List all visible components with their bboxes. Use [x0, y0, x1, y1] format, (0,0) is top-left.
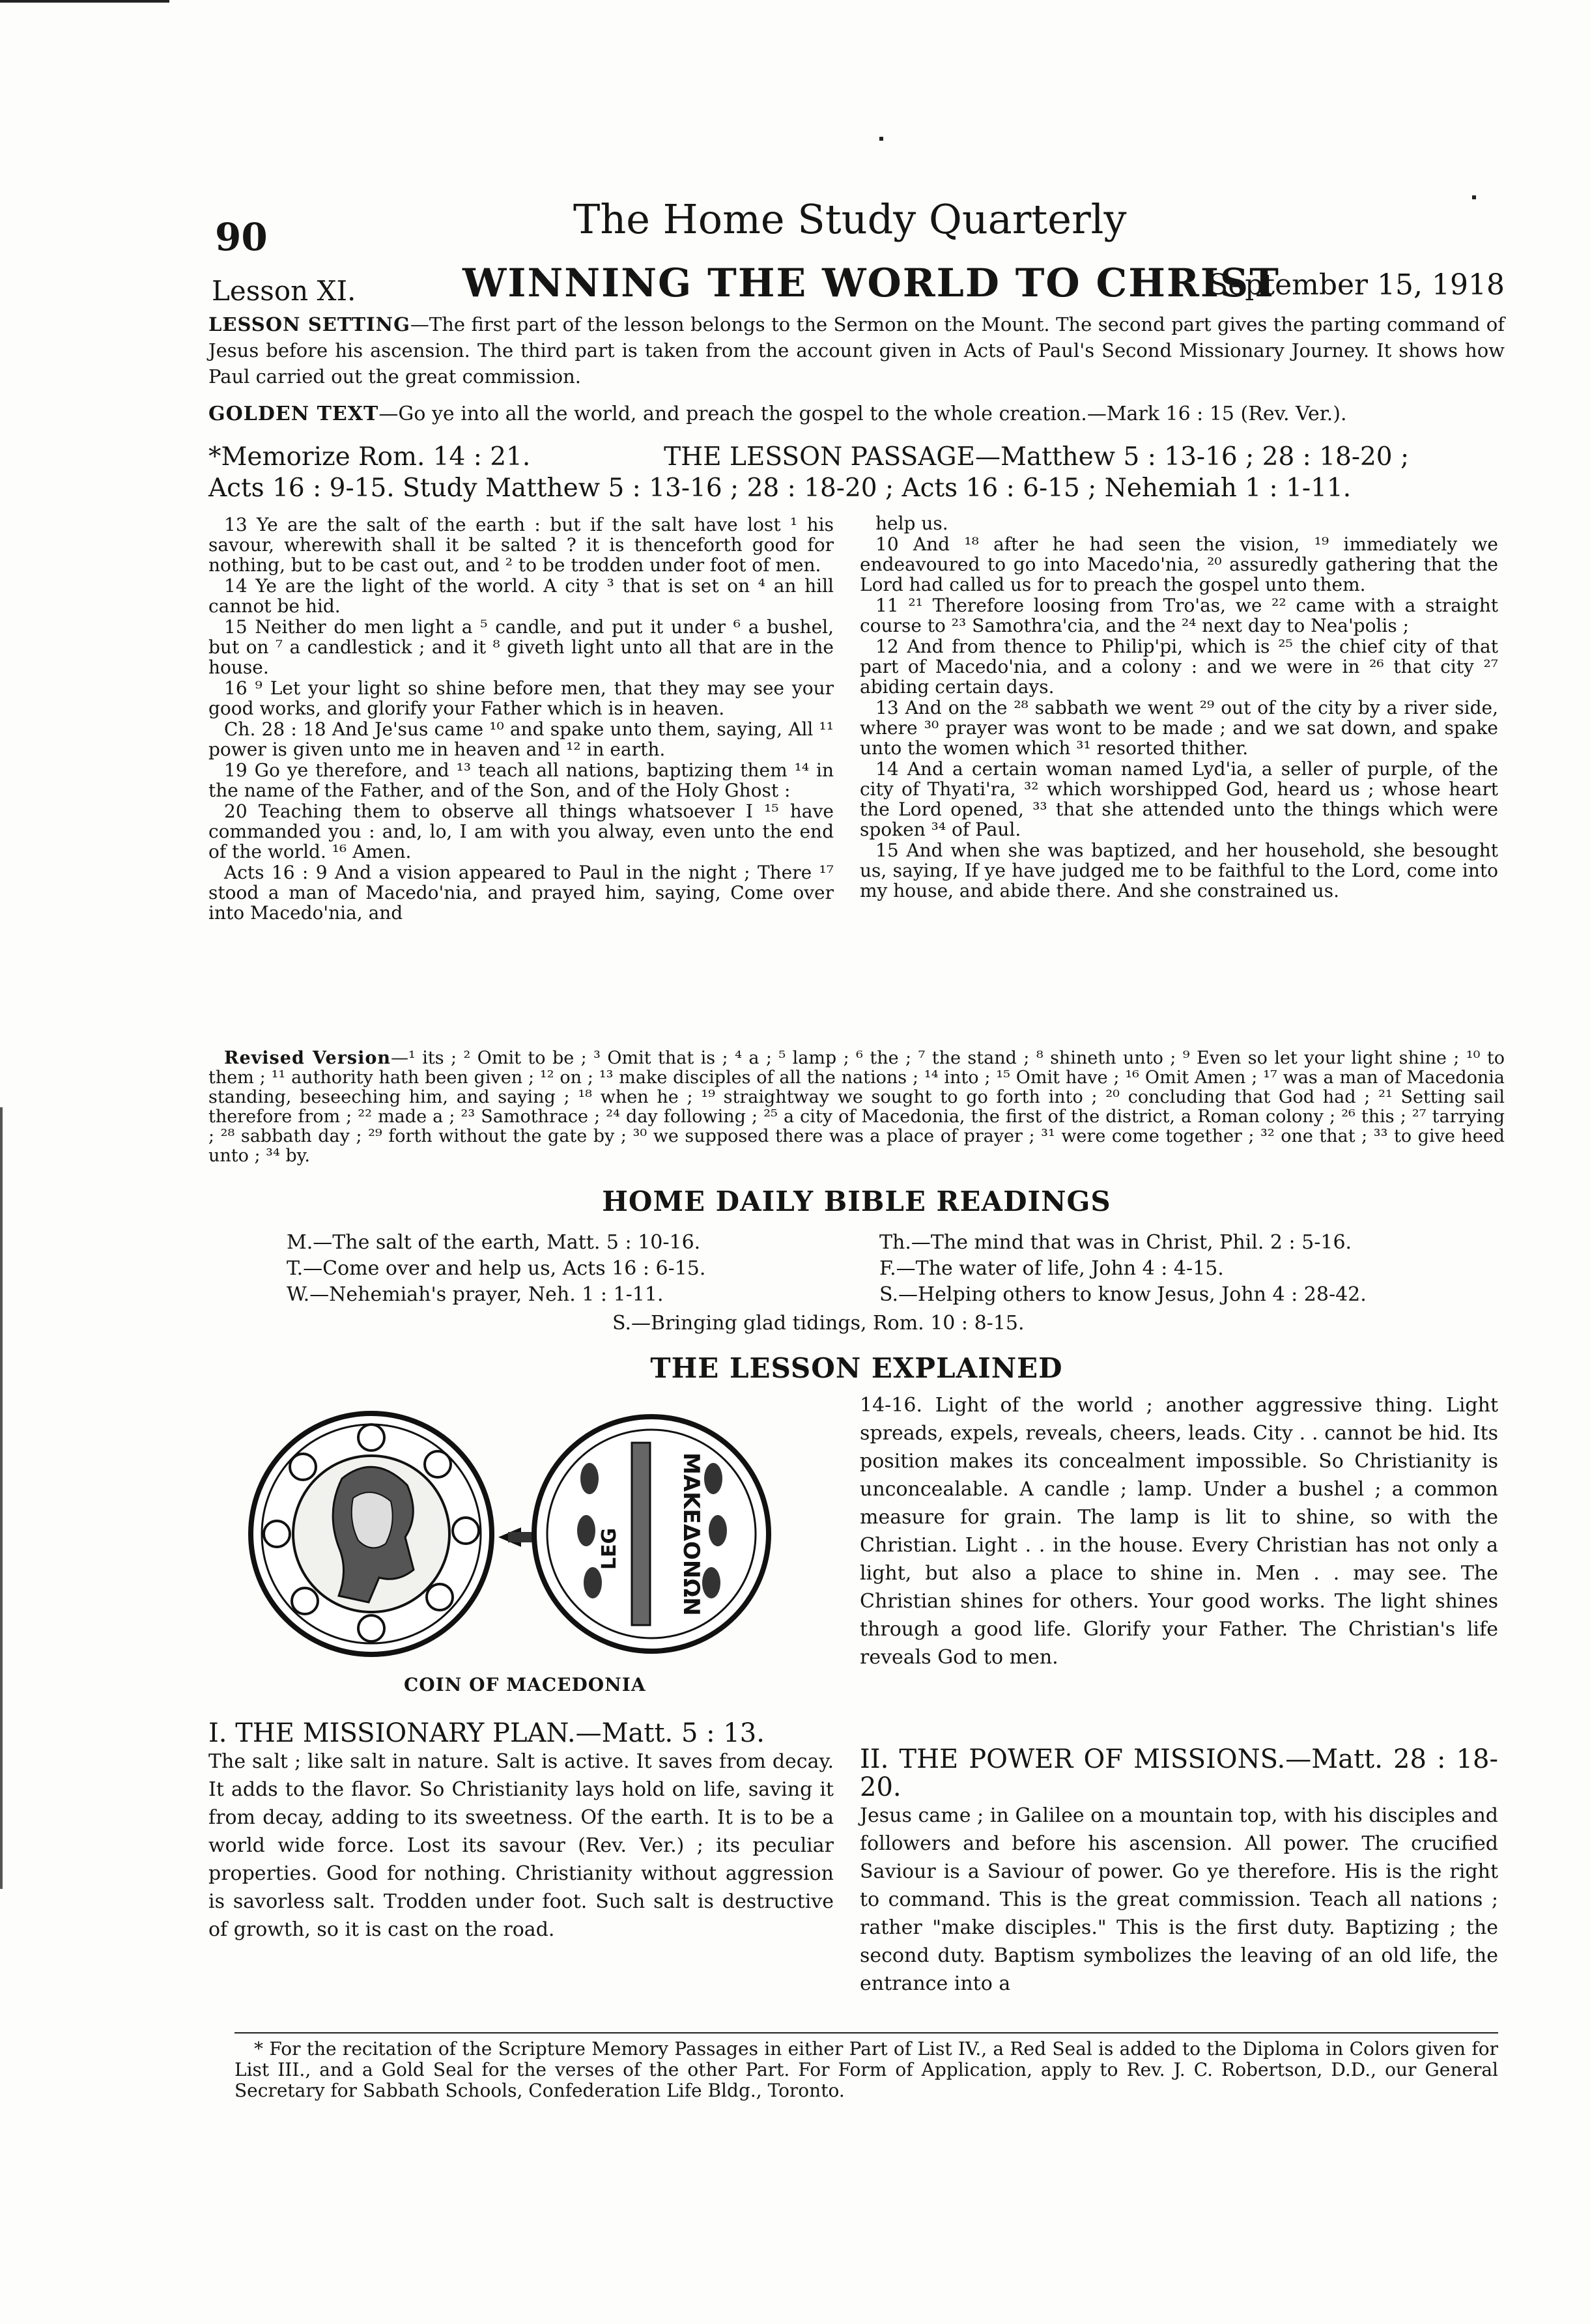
passage-refs: —Matthew 5 : 13-16 ; 28 : 18-20 ; [975, 442, 1410, 472]
scan-speck [879, 137, 883, 141]
coin-reverse [534, 1417, 769, 1651]
memorize-note: *Memorize Rom. 14 : 21. [208, 442, 531, 472]
verse: 14 And a certain woman named Lyd'ia, a seller of purple, of the city of Thyati'ra, ³² which worshipped God, heard us ; whose heart the Lord opened, ³³ that she attended unto the things which were spoken ³⁴ of Paul. [860, 758, 1498, 840]
footnote: * For the recitation of the Scripture Memory Passages in either Part of List IV., a Red Seal is added to the Diploma in Colors given for List III., and a Gold Seal for the verses of the other Part. For Form of Application, apply to Rev. J. C. Robertson, D.D., our General Secretary for Sabbath Schools, Confederation Life Bldg., Toronto. [234, 2038, 1498, 2101]
explained-right-column: 14-16. Light of the world ; another aggressive thing. Light spreads, expels, reveals, cheers, leads. City . . cannot be hid. Its position makes its concealment impossible. So Christianity is unconcealable. A candle ; lamp. Under a bushel ; a common measure for grain. The lamp is lit to shine, so with the Christian. Light . . in the house. Every Christian has not only a light, but also a place to shine in. Men . . may see. The Christian shines for others. Your good works. The light shines through a good life. Glorify your Father. The Christian's life reveals God to men. [860, 1394, 1498, 1669]
lesson-title: WINNING THE WORLD TO CHRIST [462, 261, 1280, 306]
verse: 15 Neither do men light a ⁵ candle, and put it under ⁶ a bushel, but on ⁷ a candlestick ; and it ⁸ giveth light unto all that are in the house. [208, 616, 834, 678]
footnote-rule [234, 2032, 1498, 2034]
figure-caption: COIN OF MACEDONIA [404, 1674, 646, 1695]
verse: help us. [875, 513, 948, 534]
coin-obverse [251, 1413, 492, 1654]
golden-text-label: GOLDEN TEXT [208, 403, 379, 425]
verse: 14 Ye are the light of the world. A city ³ that is set on ⁴ an hill cannot be hid. [208, 575, 834, 617]
missionary-plan-section [208, 1720, 834, 1944]
reading-item: S.—Bringing glad tidings, Rom. 10 : 8-15. [612, 1312, 1025, 1335]
daily-readings [208, 1230, 1505, 1340]
passage-column-left [208, 515, 834, 924]
lesson-heading [208, 261, 1505, 313]
scan-edge-mark [0, 1107, 3, 1889]
passage-label: THE LESSON PASSAGE [664, 442, 976, 472]
lesson-explained-title: THE LESSON EXPLAINED [650, 1352, 1063, 1384]
running-title: The Home Study Quarterly [573, 195, 1127, 243]
section-body: Jesus came ; in Galilee on a mountain top, with his disciples and followers and before his ascension. All power. The crucified Saviour is a Saviour of power. Go ye therefore. His is the right to command. This is the great commission. Teach all nations ; rather "make disciples." This is the first duty. Baptizing ; the second duty. Baptism symbolizes the leaving of an old life, the entrance into a [860, 1804, 1498, 1995]
verse: 16 ⁹ Let your light so shine before men, that they may see your good works, and glorify your Father which is in heaven. [208, 677, 834, 719]
coin-inscription: MAKEΔONΩN [678, 1452, 704, 1616]
revised-version-notes [208, 1049, 1505, 1166]
page-header [208, 195, 1505, 259]
magazine-page [208, 195, 1505, 2215]
verse: 15 And when she was baptized, and her household, she besought us, saying, If ye have judged me to be faithful to the Lord, come into my house, and abide there. And she constrained us. [860, 840, 1498, 901]
verse: 12 And from thence to Philip'pi, which is ²⁵ the chief city of that part of Macedo'nia, and a colony : and we were in ²⁶ that city ²⁷ abiding certain days. [860, 636, 1498, 698]
coin-mark: LEG [598, 1527, 621, 1570]
lesson-setting-text: —The first part of the lesson belongs to the Sermon on the Mount. The second part gives the parting command of Jesus before his ascension. The third part is taken from the account given in Acts of Paul's Second Missionary Journey. It shows how Paul carried out the great commission. [208, 313, 1505, 388]
verse: Acts 16 : 9 And a vision appeared to Paul in the night ; There ¹⁷ stood a man of Macedo'nia, and prayed him, saying, Come over into Macedo'nia, and [208, 862, 834, 924]
lesson-setting [208, 311, 1505, 390]
reading-item: M.—The salt of the earth, Matt. 5 : 10-16. [287, 1231, 701, 1254]
lesson-date: September 15, 1918 [1208, 268, 1505, 302]
verse: 13 Ye are the salt of the earth : but if the salt have lost ¹ his savour, wherewith shall it be salted ? it is thenceforth good for nothing, but to be cast out, and ² to be trodden under foot of men. [208, 514, 834, 576]
verse: 13 And on the ²⁸ sabbath we went ²⁹ out of the city by a river side, where ³⁰ prayer was wont to be made ; and we sat down, and spake unto the women which ³¹ resorted thither. [860, 697, 1498, 759]
reading-item: S.—Helping others to know Jesus, John 4 : 28-42. [879, 1283, 1367, 1306]
verse: 19 Go ye therefore, and ¹³ teach all nations, baptizing them ¹⁴ in the name of the Father, and of the Son, and of the Holy Ghost : [208, 759, 834, 801]
section-heading: II. THE POWER OF MISSIONS.—Matt. 28 : 18-20. [860, 1744, 1498, 1802]
reading-item: F.—The water of life, John 4 : 4-15. [879, 1257, 1224, 1280]
passage-column-right [860, 513, 1498, 901]
golden-text-body: —Go ye into all the world, and preach the gospel to the whole creation.—Mark 16 : 15 (Rev. Ver.). [378, 403, 1347, 425]
coin-divider-mark [498, 1527, 534, 1547]
scan-speck [1472, 195, 1476, 199]
revised-version-label: Revised Version [224, 1048, 391, 1068]
revised-version-text: —¹ its ; ² Omit to be ; ³ Omit that is ; ⁴ a ; ⁵ lamp ; ⁶ the ; ⁷ the stand ; ⁸ shineth unto ; ⁹ Even so let your light shine ; ¹⁰ to them ; ¹¹ authority hath been given ; ¹² on ; ¹³ make disciples of all the nations ; ¹⁴ into ; ¹⁵ Omit have ; ¹⁶ Omit Amen ; ¹⁷ was a man of Macedonia standing, beseeching him, and saying ; ¹⁸ when he ; ¹⁹ straightway we sought to go forth into ; ²⁰ concluding that God had ; ²¹ Setting sail therefore from ; ²² made a ; ²³ Samothrace ; ²⁴ day following ; ²⁵ a city of Macedonia, the first of the district, a Roman colony ; ²⁶ this ; ²⁷ tarrying ; ²⁸ sabbath day ; ²⁹ forth without the gate by ; ³⁰ we supposed there was a place of prayer ; ³¹ were come together ; ³² one that ; ³³ to give heed unto ; ³⁴ by. [208, 1048, 1505, 1166]
verse: 20 Teaching them to observe all things whatsoever I ¹⁵ have commanded you : and, lo, I am with you alway, even unto the end of the world. ¹⁶ Amen. [208, 801, 834, 862]
study-refs: Acts 16 : 9-15. Study Matthew 5 : 13-16 ; 28 : 18-20 ; Acts 16 : 6-15 ; Nehemiah 1 : 1-11. [208, 474, 1352, 503]
lesson-setting-label: LESSON SETTING [208, 313, 410, 335]
section-heading: I. THE MISSIONARY PLAN.—Matt. 5 : 13. [208, 1718, 765, 1748]
scan-edge-mark [0, 0, 169, 3]
power-of-missions-section [860, 1746, 1498, 1998]
verse: 10 And ¹⁸ after he had seen the vision, ¹⁹ immediately we endeavoured to go into Macedo'nia, ²⁰ assuredly gathering that the Lord had called us for to preach the gospel unto them. [860, 533, 1498, 595]
lesson-number: Lesson XI. [212, 275, 356, 307]
verse: Ch. 28 : 18 And Je'sus came ¹⁰ and spake unto them, saying, All ¹¹ power is given unto me in heaven and ¹² in earth. [208, 718, 834, 760]
coin-svg [234, 1407, 821, 1667]
verse: 11 ²¹ Therefore loosing from Tro'as, we ²² came with a straight course to ²³ Samothra'cia, and the ²⁴ next day to Nea'polis ; [860, 595, 1498, 636]
reading-item: W.—Nehemiah's prayer, Neh. 1 : 1-11. [287, 1283, 664, 1306]
reading-item: T.—Come over and help us, Acts 16 : 6-15. [287, 1257, 706, 1280]
section-body: The salt ; like salt in nature. Salt is active. It saves from decay. It adds to the flavor. So Christianity lays hold on life, saving it from decay, adding to its sweetness. Of the earth. It is to be a world wide force. Lost its savour (Rev. Ver.) ; its peculiar properties. Good for nothing. Christianity without aggression is savorless salt. Trodden under foot. Such salt is destructive of growth, so it is cast on the road. [208, 1750, 834, 1941]
golden-text [208, 401, 1505, 427]
lesson-passage-heading [208, 442, 1505, 504]
coin-illustration [234, 1407, 821, 1667]
page-number: 90 [215, 215, 268, 259]
readings-title: HOME DAILY BIBLE READINGS [602, 1185, 1111, 1217]
reading-item: Th.—The mind that was in Christ, Phil. 2 : 5-16. [879, 1231, 1352, 1254]
